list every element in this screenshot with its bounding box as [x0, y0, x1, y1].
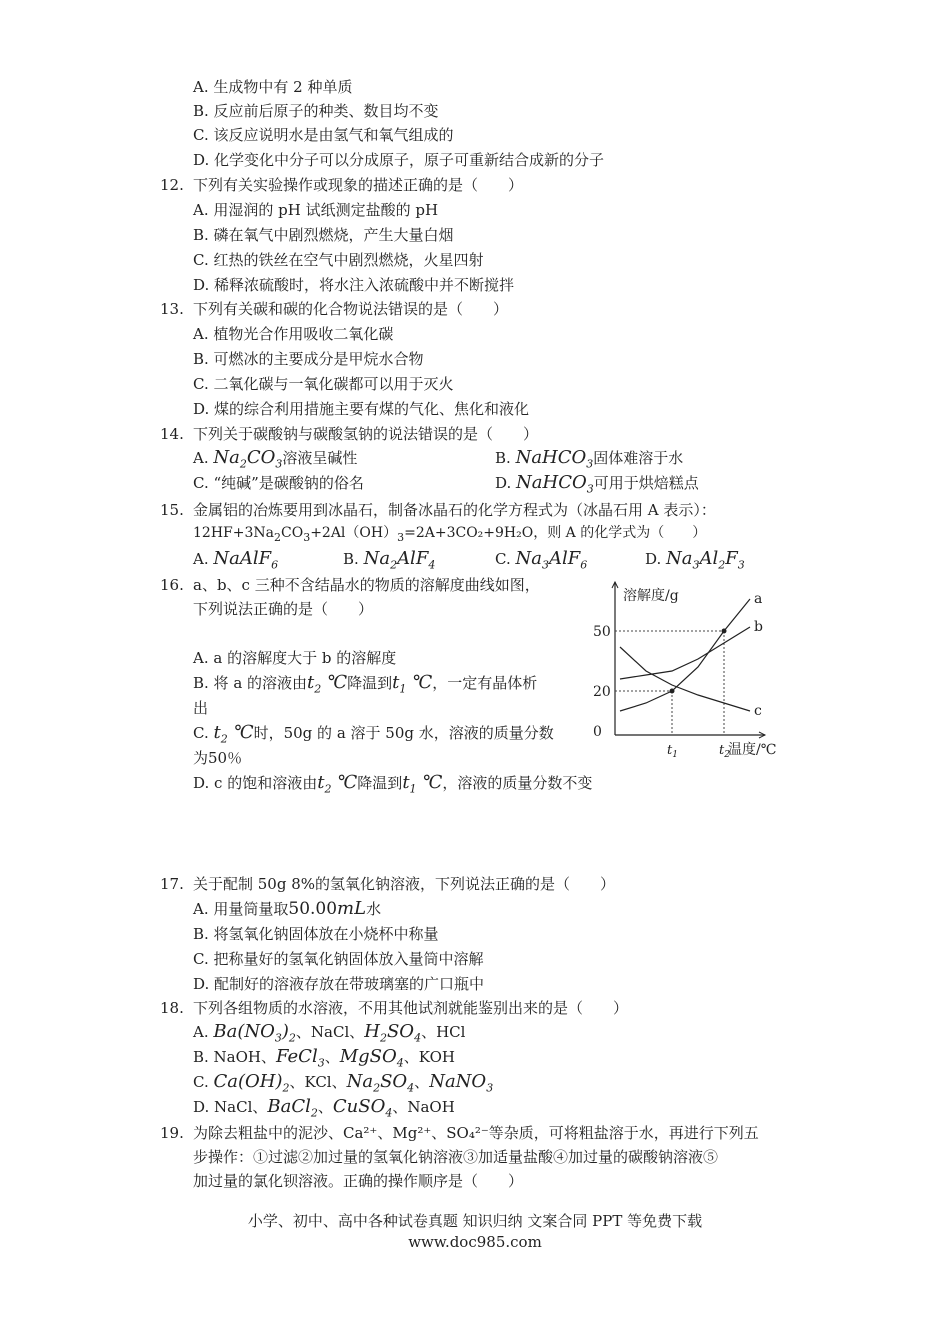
y-tick-label: 0 [593, 724, 602, 740]
q16-option-d: D. c 的饱和溶液由$t_2$ ℃降温到$t_1$ ℃，溶液的质量分数不变 [193, 772, 593, 796]
x-axis-label: 温度/℃ [728, 742, 777, 758]
q15-option-b: B. $Na_2AlF_4$ [343, 548, 436, 572]
q15-equation: $12HF+3Na_2CO_3+2Al(OH)_3=2A+3CO_2+9H_2O$，则 A 的化学式为（ ） [193, 525, 707, 544]
q18-stem: 下列各组物质的水溶液，不用其他试剂就能鉴别出来的是（ ） [193, 999, 629, 1017]
q12-number: 12. [160, 176, 184, 194]
point-t1 [670, 689, 675, 694]
q14-stem: 下列关于碳酸钠与碳酸氢钠的说法错误的是（ ） [193, 425, 539, 443]
curve-label-c: c [754, 703, 762, 719]
q19-number: 19. [160, 1124, 184, 1142]
q15-number: 15. [160, 501, 184, 519]
curve-a [620, 599, 750, 711]
q11-option-b: B. 反应前后原子的种类、数目均不变 [193, 102, 439, 120]
q14-option-d: D. NaHCO$_3$可用于烘焙糕点 [495, 472, 699, 496]
q14-option-c: C. “纯碱”是碳酸钠的俗名 [193, 474, 364, 492]
q11-option-a: A. 生成物中有 2 种单质 [193, 78, 353, 96]
q17-option-a: A. 用量筒量取50.00mL水 [193, 898, 382, 919]
q14-option-b: B. NaHCO$_3$固体难溶于水 [495, 447, 684, 471]
q17-option-b: B. 将氢氧化钠固体放在小烧杯中称量 [193, 925, 439, 943]
formula-na2co3: $Na_2CO_3$ [213, 447, 283, 471]
q15-option-c: C. $Na_3AlF_6$ [495, 548, 588, 572]
curve-b [620, 627, 750, 679]
q16-number: 16. [160, 576, 184, 594]
q12-stem: 下列有关实验操作或现象的描述正确的是（ ） [193, 176, 524, 194]
q18-number: 18. [160, 999, 184, 1017]
q18-option-c: C. $Ca(OH)_2$、KCl、$Na_2SO_4$、NaNO$_3$ [193, 1071, 494, 1095]
q12-option-d: D. 稀释浓硫酸时，将水注入浓硫酸中并不断搅拌 [193, 276, 515, 294]
y-axis-label: 溶解度/g [623, 588, 679, 604]
footer-promo: 小学、初中、高中各种试卷真题 知识归纳 文案合同 PPT 等免费下载 [247, 1212, 703, 1230]
q14-option-a: A. $Na_2CO_3$溶液呈碱性 [193, 447, 358, 471]
q15-stem: 金属铝的冶炼要用到冰晶石，制备冰晶石的化学方程式为（冰晶石用 A 表示）： [193, 501, 716, 519]
q11-option-c: C. 该反应说明水是由氢气和氧气组成的 [193, 126, 454, 144]
q16-option-b: B. 将 a 的溶液由$t_2$ ℃降温到$t_1$ ℃，一定有晶体析 [193, 672, 538, 696]
q13-option-a: A. 植物光合作用吸收二氧化碳 [193, 325, 394, 343]
q12-option-b: B. 磷在氧气中剧烈燃烧，产生大量白烟 [193, 226, 454, 244]
q16-option-c-cont: 为50％ [193, 749, 243, 767]
q19-line-1: 为除去粗盐中的泥沙、Ca²⁺、Mg²⁺、SO₄²⁻等杂质，可将粗盐溶于水，再进行下列五 [193, 1124, 759, 1142]
q16-option-a: A. a 的溶解度大于 b 的溶解度 [193, 649, 397, 667]
x-tick-label: $t_1$ [667, 743, 678, 760]
q17-stem: 关于配制 50g 8%的氢氧化钠溶液，下列说法正确的是（ ） [193, 875, 616, 893]
curve-label-b: b [754, 619, 763, 635]
q17-option-c: C. 把称量好的氢氧化钠固体放入量筒中溶解 [193, 950, 484, 968]
q16-option-b-cont: 出 [193, 699, 209, 717]
q14-number: 14. [160, 425, 184, 443]
q16-stem-1: a、b、c 三种不含结晶水的物质的溶解度曲线如图， [193, 576, 540, 594]
q12-option-c: C. 红热的铁丝在空气中剧烈燃烧，火星四射 [193, 251, 484, 269]
q15-option-a: A. NaAlF$_6$ [193, 548, 279, 572]
q13-option-c: C. 二氧化碳与一氧化碳都可以用于灭火 [193, 375, 454, 393]
q18-option-a: A. $Ba(NO_3)_2$、NaCl、$H_2SO_4$、HCl [193, 1021, 466, 1045]
q19-line-3: 加过量的氯化钡溶液。正确的操作顺序是（ ） [193, 1172, 524, 1190]
q12-option-a: A. 用湿润的 pH 试纸测定盐酸的 pH [193, 201, 439, 219]
q15-option-d: D. $Na_3Al_2F_3$ [645, 548, 745, 572]
q18-option-d: D. NaCl、BaCl$_2$、CuSO$_4$、NaOH [193, 1096, 455, 1120]
q13-option-d: D. 煤的综合利用措施主要有煤的气化、焦化和液化 [193, 400, 530, 418]
q16-option-c: C. $t_2$ ℃时，50g 的 a 溶于 50g 水，溶液的质量分数 [193, 722, 554, 746]
formula-nahco3: NaHCO$_3$ [515, 447, 594, 471]
q13-stem: 下列有关碳和碳的化合物说法错误的是（ ） [193, 300, 509, 318]
solubility-chart [585, 570, 795, 765]
x-tick-label: $t_2$ [719, 743, 730, 760]
q17-option-d: D. 配制好的溶液存放在带玻璃塞的广口瓶中 [193, 975, 485, 993]
footer-url[interactable]: www.doc985.com [408, 1233, 542, 1251]
formula-nahco3: NaHCO$_3$ [516, 472, 594, 496]
q18-option-b: B. NaOH、FeCl$_3$、MgSO$_4$、KOH [193, 1046, 455, 1070]
q13-number: 13. [160, 300, 184, 318]
q17-number: 17. [160, 875, 184, 893]
q11-option-d: D. 化学变化中分子可以分成原子，原子可重新结合成新的分子 [193, 151, 605, 169]
y-tick-label: 20 [593, 684, 611, 700]
y-tick-label: 50 [593, 624, 611, 640]
q19-line-2: 步操作：①过滤②加过量的氢氧化钠溶液③加适量盐酸④加过量的碳酸钠溶液⑤ [193, 1148, 719, 1166]
curve-label-a: a [754, 591, 763, 607]
q13-option-b: B. 可燃冰的主要成分是甲烷水合物 [193, 350, 424, 368]
q16-stem-2: 下列说法正确的是（ ） [193, 600, 374, 618]
point-t2 [722, 629, 727, 634]
